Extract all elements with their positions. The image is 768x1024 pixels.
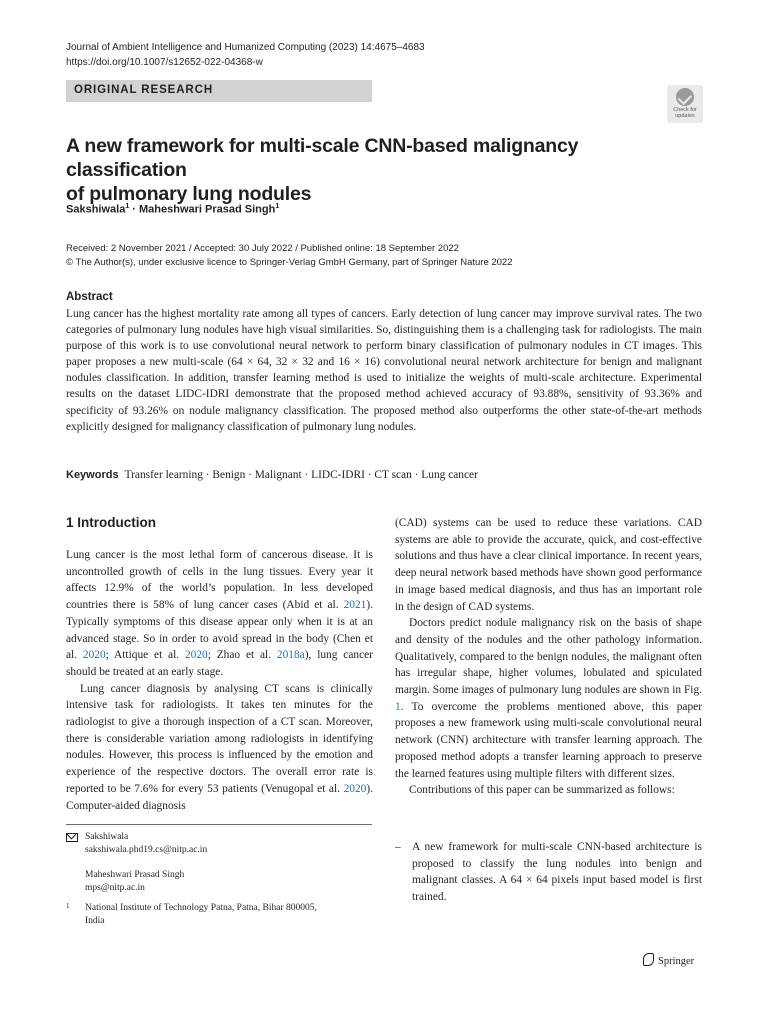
envelope-icon [66, 833, 78, 842]
author-1[interactable]: Sakshiwala [66, 203, 126, 216]
corresponding-author-1: Sakshiwala [85, 832, 129, 842]
copyright-line: © The Author(s), under exclusive licence to Springer-Verlag GmbH Germany, part of Springer Nature 2022 [66, 257, 513, 268]
contribution-text: A new framework for multi-scale CNN-based architecture is proposed to classify the lung nodules into benign and malignant classes. A 64 × 64 pixels input based model is first trained. [412, 841, 702, 904]
journal-citation: Journal of Ambient Intelligence and Humanized Computing (2023) 14:4675–4683 [66, 42, 425, 53]
keywords [66, 469, 706, 481]
author-list [66, 203, 279, 216]
check-updates-label: Check for updates [673, 107, 697, 119]
text-run: ). Typically symptoms of this disease appear only when it is at an advanced stage. So in order to avoid spread in the body (Chen et al. [66, 599, 373, 662]
list-dash: – [395, 841, 401, 853]
publisher-logo [643, 953, 694, 967]
keywords-list: Transfer learning · Benign · Malignant · LIDC-IDRI · CT scan · Lung cancer [124, 469, 478, 481]
doi-link[interactable]: https://doi.org/10.1007/s12652-022-04368-w [66, 57, 263, 68]
text-run: Lung cancer diagnosis by analysing CT scans is clinically intensive task for radiologists. It takes ten minutes for the radiologist to give a thorough inspection of a CT scan. Moreover, there is considerable variation among radiologists in identifying nodules. However, this process is influenced by the emotion and experience of the respective doctors. The overall error rate is reported to be 7.6% for every 53 patients (Venugopal et al. [66, 682, 373, 795]
intro-paragraph-1 [66, 547, 373, 681]
checkmark-icon [676, 88, 694, 106]
figure-link[interactable]: 1 [395, 700, 401, 713]
author-1-affil: 1 [125, 203, 130, 210]
right-column [395, 515, 702, 799]
publication-dates [66, 242, 513, 270]
paper-title [66, 134, 686, 206]
abstract-heading: Abstract [66, 291, 113, 303]
text-run: ), lung cancer should be treated at an early stage. [66, 649, 373, 678]
citation-link[interactable]: 2018a [276, 649, 305, 662]
intro-paragraph-4 [395, 615, 702, 782]
springer-horse-icon [643, 953, 654, 966]
text-run: Lung cancer is the most lethal form of cancerous disease. It is uncontrolled growth of cells in the lung tissues. Every year it affects 12.9% of the world’s population. In less developed countries there is 58% of lung cancer cases (Abid et al. [66, 549, 373, 612]
citation-link[interactable]: 2020 [184, 649, 208, 662]
dates-line: Received: 2 November 2021 / Accepted: 30 July 2022 / Published online: 18 September 2022 [66, 243, 459, 254]
intro-paragraph-2 [66, 681, 373, 815]
intro-paragraph-5: Contributions of this paper can be summarized as follows: [409, 784, 675, 797]
text-run: ; Zhao et al. [207, 649, 277, 662]
title-line-2: of pulmonary lung nodules [66, 183, 312, 205]
text-run: ). Computer-aided diagnosis [66, 782, 373, 812]
article-type-label: ORIGINAL RESEARCH [74, 84, 214, 96]
email-2[interactable]: mps@nitp.ac.in [85, 883, 145, 893]
citation-link[interactable]: 2020 [343, 782, 367, 795]
article-type-banner [66, 80, 372, 102]
affiliation-line-2: India [85, 916, 105, 926]
author-2[interactable]: Maheshwari Prasad Singh [139, 203, 276, 216]
corresponding-author-2: Maheshwari Prasad Singh [85, 870, 185, 880]
title-line-1: A new framework for multi-scale CNN-based malignancy classification [66, 135, 579, 181]
left-column [66, 547, 373, 814]
text-run: ; Attique et al. [105, 649, 185, 662]
author-separator: · [129, 203, 140, 216]
text-run: Doctors predict nodule malignancy risk on the basis of shape and density of the nodules and the other pathology information. Qualitatively, compared to the benign nodules, the malignant often has irregular shape, higher volumes, lobulated and spiculated margin. Some images of pulmonary lung nodules are shown in Fig. [395, 617, 702, 697]
citation-link[interactable]: 2020 [82, 649, 106, 662]
section-heading-introduction: 1 Introduction [66, 515, 156, 530]
intro-paragraph-3: (CAD) systems can be used to reduce these variations. CAD systems are able to provide the accurate, quick, and cost-effective solutions and thus have a clear clinical importance. In recent years, deep neural network based methods have shown good performance in image based medical diagnosis, and thus has an important role in the design of CAD systems. [395, 517, 702, 613]
check-for-updates-badge[interactable] [667, 85, 703, 123]
journal-header [66, 40, 425, 70]
abstract-text: Lung cancer has the highest mortality rate among all types of cancers. Early detection of lung cancer may improve survival rates. The two categories of pulmonary lung nodules have high visual similarities. So, distinguishing them is a challenging task for radiologists. The main purpose of this work is to use convolutional neural network to perform binary classification of pulmonary nodules in CT images. This paper proposes a new multi-scale (64 × 64, 32 × 32 and 16 × 16) convolutional neural network architecture for benign and malignant nodules classification. In addition, transfer learning method is used to initialize the weights of multi-scale architecture. Experimental results on the dataset LIDC-IDRI demonstrate that the proposed method achieved accuracy of 93.88%, sensitivity of 93.36% and specificity of 93.26% on nodule malignancy classification. The proposed method also outperforms the other state-of-the-art methods explicitly designed for malignancy classification of pulmonary lung nodules. [66, 308, 702, 433]
citation-link[interactable]: 2021 [343, 599, 367, 612]
affiliation-line-1: National Institute of Technology Patna, Patna, Bihar 800005, [85, 903, 317, 913]
affiliation-number: 1 [66, 902, 70, 910]
keywords-label: Keywords [66, 469, 119, 481]
publisher-name: Springer [658, 956, 695, 967]
author-2-affil: 1 [275, 203, 280, 210]
email-1[interactable]: sakshiwala.phd19.cs@nitp.ac.in [85, 845, 208, 855]
text-run: . To overcome the problems mentioned above, this paper proposes a new framework using multi-scale convolutional neural network (CNN) architecture with transfer learning approach. The proposed method adopts a transfer learning approach to preserve the learned features using multiple filters with different sizes. [395, 700, 702, 780]
footnote-divider [66, 824, 372, 825]
